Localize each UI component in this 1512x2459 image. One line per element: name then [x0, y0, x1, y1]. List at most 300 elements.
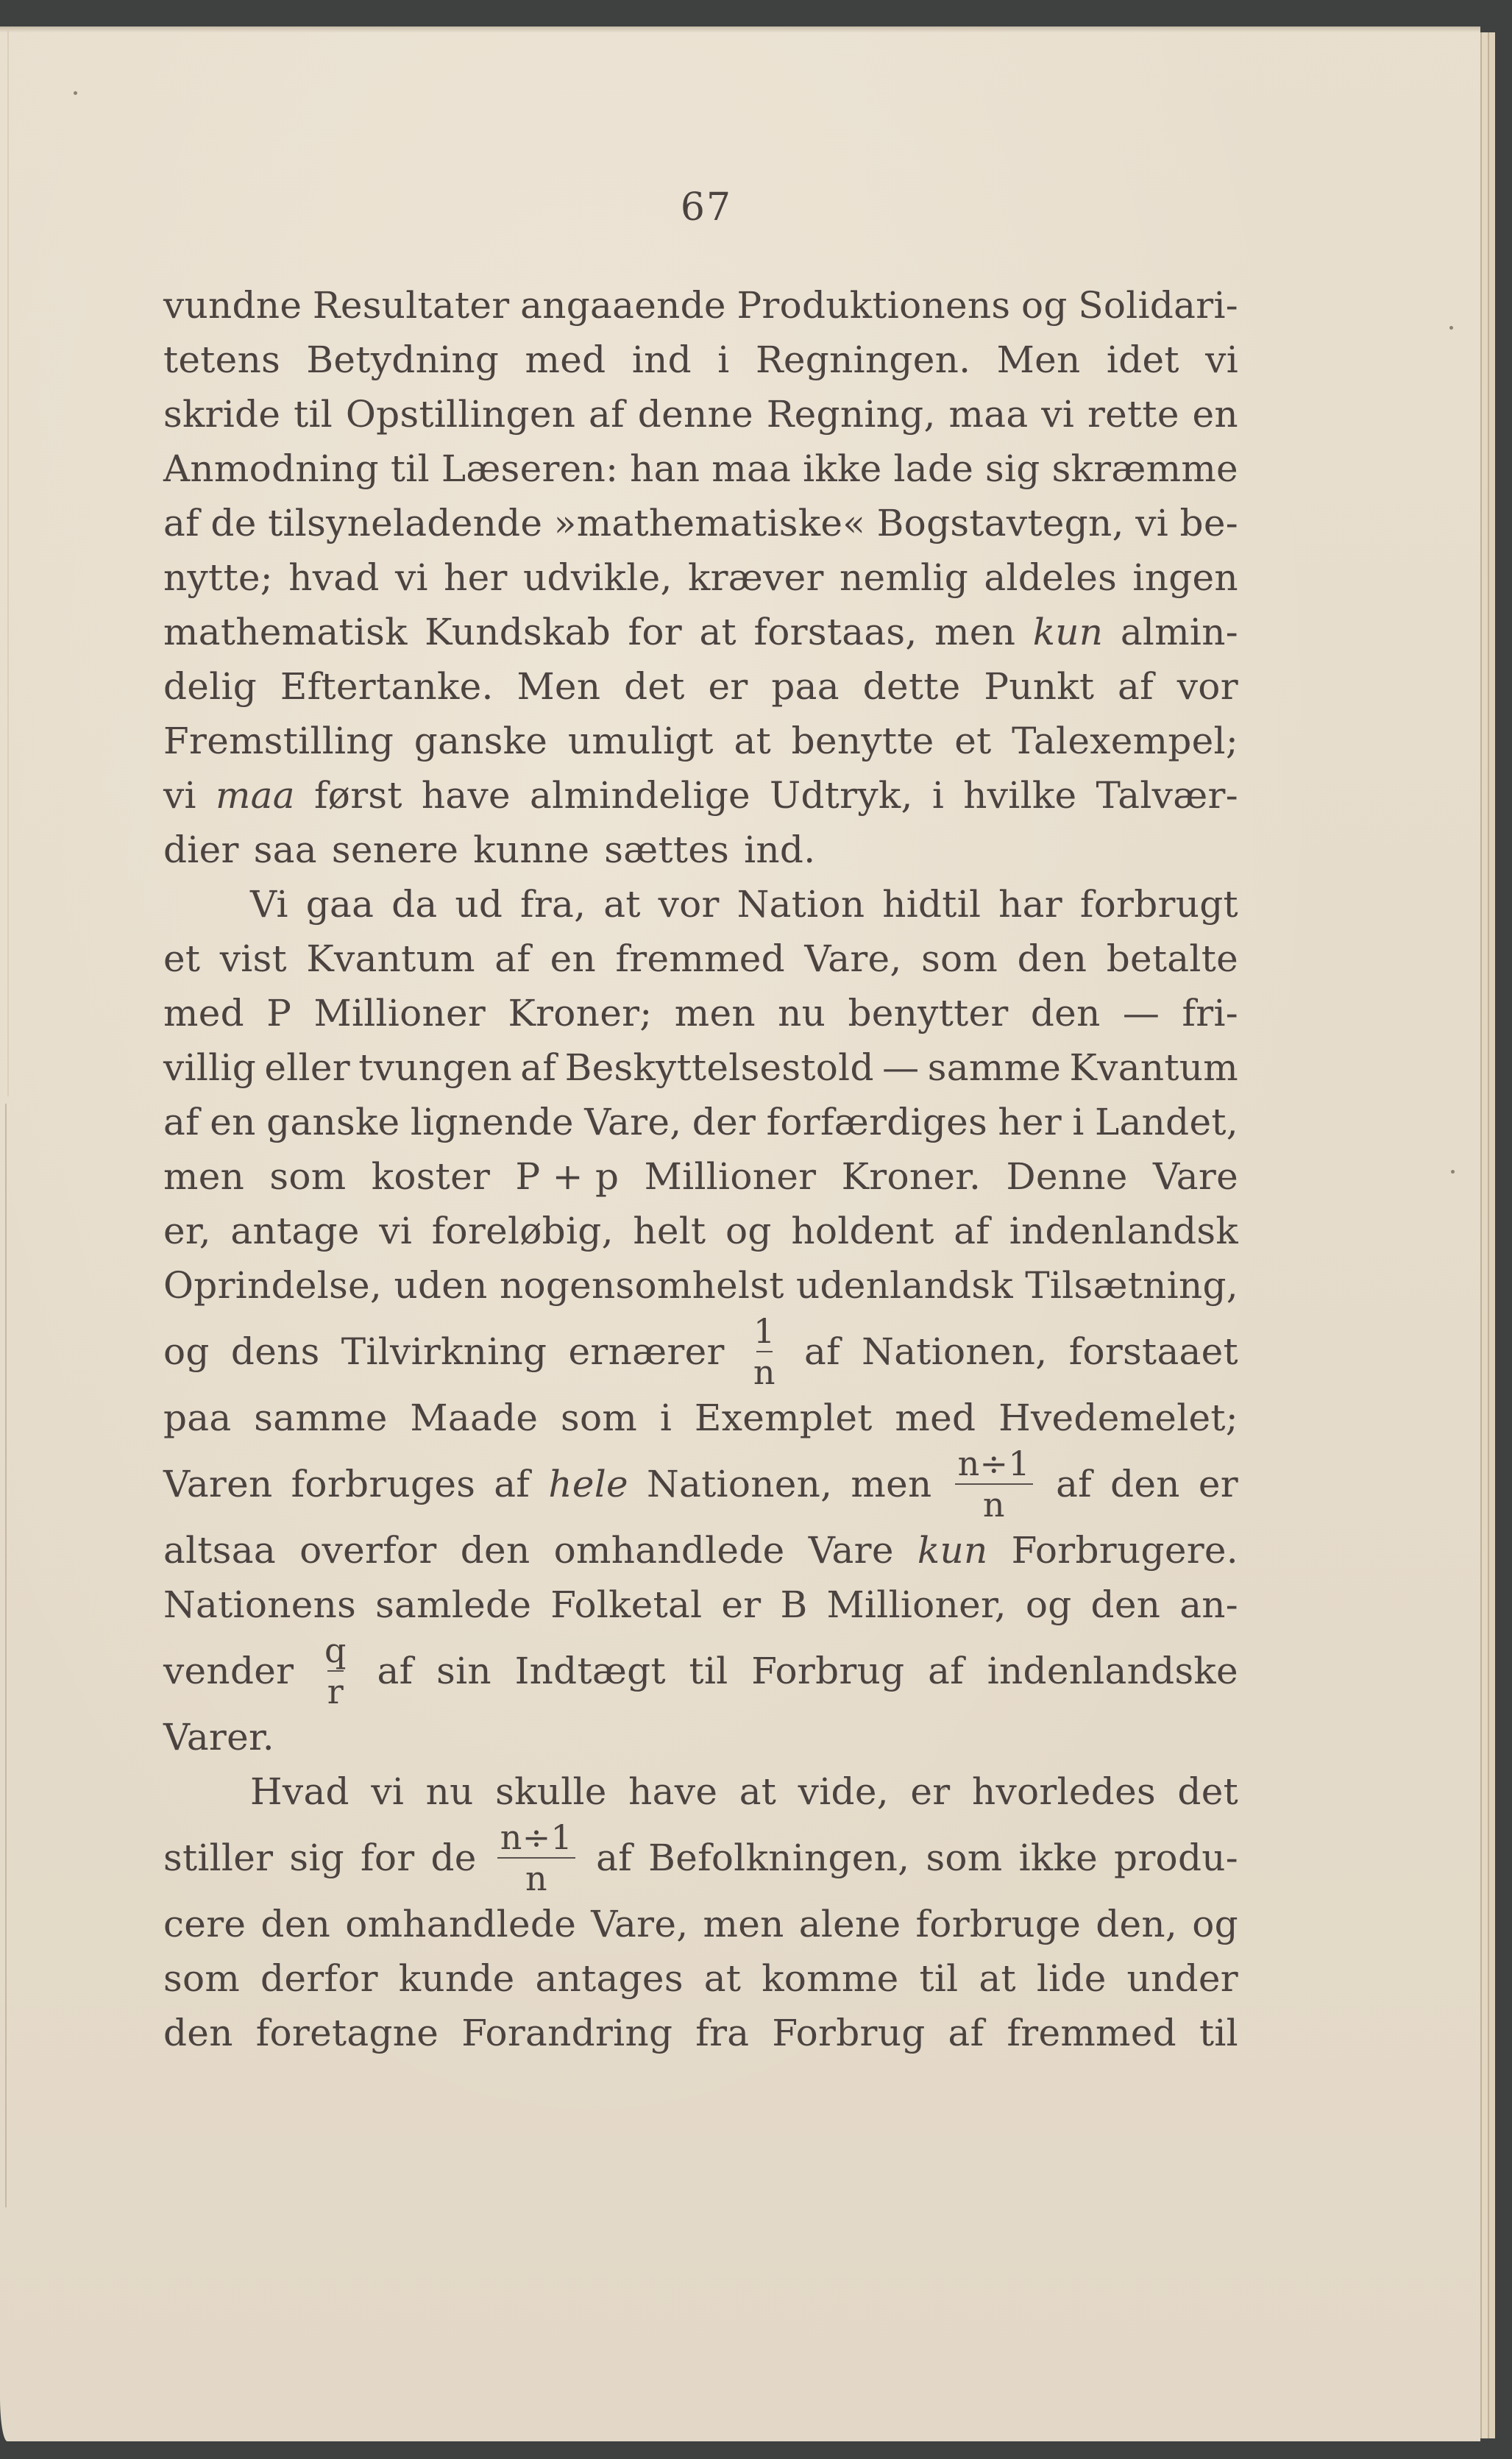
- word: vor: [658, 883, 720, 926]
- word: have: [628, 1770, 718, 1813]
- word: indenlandske: [987, 1650, 1238, 1692]
- word: ikke: [803, 447, 882, 490]
- word: kunde: [398, 1957, 515, 2000]
- fraction-numerator: 1: [753, 1311, 775, 1351]
- word: Tilvirkning: [341, 1330, 547, 1373]
- word: hele: [548, 1463, 628, 1505]
- text-line: [163, 1897, 1238, 1951]
- word: af: [1118, 665, 1154, 708]
- text-line: [163, 877, 1238, 932]
- word: rette: [1087, 393, 1179, 436]
- text-line: [163, 441, 1238, 496]
- word: lade: [893, 447, 974, 490]
- word: lignende: [410, 1101, 574, 1143]
- word: overfor: [299, 1529, 437, 1572]
- word: benytter: [848, 992, 1009, 1035]
- word: Vare: [1152, 1155, 1238, 1198]
- word: er: [708, 665, 748, 708]
- word: Kroner;: [508, 992, 653, 1035]
- word: som: [269, 1155, 347, 1198]
- word: af: [163, 502, 199, 544]
- word: er: [721, 1583, 762, 1626]
- word: hvorledes: [971, 1770, 1156, 1813]
- word: samlede: [375, 1583, 532, 1626]
- word: nu: [425, 1770, 474, 1813]
- word: Beskyttelsestold: [564, 1046, 874, 1089]
- fraction-denominator: n: [525, 1859, 547, 1898]
- word: vi: [163, 774, 196, 817]
- word: ernærer: [568, 1330, 725, 1373]
- word: Talexempel;: [1012, 720, 1238, 762]
- word: maa: [948, 393, 1029, 436]
- word: vide,: [798, 1770, 889, 1813]
- word: ind: [631, 338, 692, 381]
- word: derfor: [260, 1957, 378, 2000]
- word: benytte: [791, 720, 934, 762]
- fraction: [955, 1444, 1033, 1525]
- word: Nationen,: [862, 1330, 1048, 1373]
- word: et: [954, 720, 992, 762]
- word: at: [734, 720, 771, 762]
- word: er: [1198, 1463, 1238, 1505]
- word: den: [163, 2012, 233, 2054]
- word: P: [266, 992, 292, 1035]
- word: skulle: [495, 1770, 607, 1813]
- word: sin: [436, 1650, 491, 1692]
- word: Befolkningen,: [648, 1837, 910, 1879]
- word: Nationens: [163, 1583, 357, 1626]
- word: fremmed: [1007, 2012, 1176, 2054]
- word: samme: [927, 1046, 1062, 1089]
- word: men: [674, 992, 756, 1035]
- text-line: [163, 2006, 1238, 2060]
- text-line: [163, 1391, 1238, 1445]
- word: af: [494, 1463, 530, 1505]
- word: Men: [996, 338, 1081, 381]
- word: antage: [230, 1210, 360, 1252]
- word: Anmodning: [163, 447, 379, 490]
- text-line: [163, 1258, 1238, 1313]
- word: aldeles: [984, 556, 1118, 599]
- word: af: [948, 2012, 984, 2054]
- fraction-denominator: n: [753, 1352, 775, 1392]
- word: af: [589, 393, 625, 436]
- word: mathematisk: [163, 611, 408, 653]
- word: indenlandsk: [1009, 1210, 1238, 1252]
- word: vi: [371, 1770, 405, 1813]
- word: til: [689, 1650, 728, 1692]
- word: fra: [695, 2012, 750, 2054]
- word: forbrugt: [1079, 883, 1238, 926]
- word: Landet,: [1095, 1101, 1238, 1143]
- fraction: [750, 1311, 778, 1392]
- word: P + p: [515, 1155, 620, 1198]
- word: ganske: [266, 1101, 400, 1143]
- word: Denne: [1006, 1155, 1128, 1198]
- word: er: [910, 1770, 951, 1813]
- word: Folketal: [550, 1583, 703, 1626]
- word: paa: [771, 665, 840, 708]
- word: Forbrug: [772, 2012, 926, 2054]
- word: i: [659, 1397, 672, 1439]
- word: uden: [394, 1264, 488, 1307]
- word: omhandlede: [345, 1903, 577, 1945]
- word: be-: [1179, 502, 1238, 544]
- word: maa: [711, 447, 792, 490]
- text-line: [163, 1710, 1238, 1764]
- text-line: [163, 1040, 1238, 1095]
- word: vender: [163, 1650, 294, 1692]
- word: forfærdiges: [766, 1101, 988, 1143]
- word: vi: [1205, 338, 1238, 381]
- word: altsaa: [163, 1529, 276, 1572]
- word: fri-: [1182, 992, 1238, 1035]
- word: skræmme: [1051, 447, 1238, 490]
- word: Nation: [737, 883, 865, 926]
- word: koster: [371, 1155, 491, 1198]
- word: Opstillingen: [345, 393, 576, 436]
- word: Kroner.: [841, 1155, 982, 1198]
- word: vi: [1135, 502, 1169, 544]
- fraction-numerator: n÷1: [500, 1817, 573, 1857]
- word: af: [596, 1837, 633, 1879]
- word: hvad: [288, 556, 380, 599]
- word: kun: [1032, 611, 1104, 653]
- word: med: [895, 1397, 976, 1439]
- word: omhandlede: [553, 1529, 785, 1572]
- text-line: [163, 333, 1238, 387]
- word: Fremstilling: [163, 720, 394, 762]
- word: den: [260, 1903, 331, 1945]
- word: —: [1122, 992, 1160, 1035]
- word: af: [954, 1210, 990, 1252]
- text-line: [163, 1095, 1238, 1149]
- word: Vare: [808, 1529, 894, 1572]
- word: Men: [517, 665, 601, 708]
- text-line: [163, 387, 1238, 441]
- word: først: [314, 774, 402, 817]
- word: idet: [1106, 338, 1179, 381]
- word: Regning,: [766, 393, 936, 436]
- word: kun: [917, 1529, 988, 1572]
- word: Læseren:: [441, 447, 619, 490]
- word: stiller: [163, 1837, 274, 1879]
- word: udenlandsk: [795, 1264, 1013, 1307]
- word: kunne: [473, 828, 590, 871]
- fraction-denominator: r: [327, 1672, 344, 1711]
- word: Varen: [163, 1463, 273, 1505]
- word: og: [1025, 1583, 1072, 1626]
- word: hidtil: [882, 883, 982, 926]
- word: vi: [394, 556, 428, 599]
- word: Nationen,: [646, 1463, 833, 1505]
- body-text: [163, 278, 1238, 2060]
- fraction: [322, 1631, 349, 1711]
- word: med: [163, 992, 244, 1035]
- word: »mathematiske«: [553, 502, 866, 544]
- word: Forbrug: [751, 1650, 905, 1692]
- word: i: [931, 774, 945, 817]
- text-line: [163, 768, 1238, 823]
- word: som: [561, 1397, 638, 1439]
- text-line: [163, 496, 1238, 550]
- word: komme: [762, 1957, 899, 2000]
- text-line: [163, 1632, 1238, 1710]
- speck: [74, 91, 77, 95]
- word: senere: [331, 828, 459, 871]
- word: den: [1090, 1583, 1161, 1626]
- word: lide: [1036, 1957, 1107, 2000]
- word: Millioner: [644, 1155, 817, 1198]
- word: vi: [1041, 393, 1075, 436]
- word: men: [851, 1463, 932, 1505]
- speck: [1451, 1170, 1455, 1174]
- fraction-denominator: n: [982, 1485, 1005, 1525]
- word: en: [550, 937, 596, 980]
- word: vor: [1176, 665, 1238, 708]
- word: af: [163, 1101, 199, 1143]
- word: Vare,: [591, 1903, 689, 1945]
- text-line: [163, 659, 1238, 714]
- word: foreløbig,: [431, 1210, 614, 1252]
- text-line: [163, 1445, 1238, 1523]
- word: af: [520, 1046, 557, 1089]
- word: kræver: [687, 556, 824, 599]
- word: som: [926, 1837, 1003, 1879]
- word: af: [928, 1650, 965, 1692]
- page-top-edge: [0, 26, 1480, 32]
- word: at: [699, 611, 737, 653]
- word: som: [921, 937, 998, 980]
- word: under: [1126, 1957, 1238, 2000]
- word: at: [703, 1957, 742, 2000]
- word: Produktionens: [737, 284, 1011, 327]
- word: vist: [219, 937, 287, 980]
- word: dette: [862, 665, 961, 708]
- word: til: [1199, 2012, 1238, 2054]
- word: Indtægt: [514, 1650, 666, 1692]
- word: ingen: [1132, 556, 1238, 599]
- word: til: [294, 393, 333, 436]
- word: have: [421, 774, 511, 817]
- word: samme: [254, 1397, 388, 1439]
- fraction: [497, 1817, 575, 1898]
- word: tilsyneladende: [268, 502, 543, 544]
- word: villig: [163, 1046, 257, 1089]
- word: Tilsætning,: [1025, 1264, 1238, 1307]
- word: Punkt: [984, 665, 1095, 708]
- word: og: [163, 1330, 210, 1373]
- word: fra,: [520, 883, 586, 926]
- word: til: [390, 447, 430, 490]
- text-line: [163, 605, 1238, 659]
- word: og: [725, 1210, 772, 1252]
- word: forstaaet: [1068, 1330, 1238, 1373]
- word: der: [692, 1101, 756, 1143]
- word: i: [1072, 1101, 1085, 1143]
- word: af: [1056, 1463, 1092, 1505]
- word: de: [210, 502, 257, 544]
- word: nu: [778, 992, 826, 1035]
- text-line: [163, 714, 1238, 768]
- word: Regningen.: [755, 338, 971, 381]
- word: Millioner,: [826, 1583, 1007, 1626]
- word: at: [979, 1957, 1016, 2000]
- text-line: [163, 1819, 1238, 1897]
- word: Kvantum: [1069, 1046, 1238, 1089]
- word: og: [1192, 1903, 1238, 1945]
- word: det: [624, 665, 685, 708]
- text-line: [163, 1951, 1238, 2006]
- word: betalte: [1106, 937, 1238, 980]
- word: men: [703, 1903, 784, 1945]
- word: Eftertanke.: [280, 665, 494, 708]
- word: sig: [289, 1837, 344, 1879]
- word: ind.: [744, 828, 816, 871]
- word: almin-: [1120, 611, 1238, 653]
- word: an-: [1179, 1583, 1238, 1626]
- word: af: [494, 937, 531, 980]
- word: sig: [985, 447, 1040, 490]
- word: den: [460, 1529, 530, 1572]
- word: af: [804, 1330, 840, 1373]
- word: Oprindelse,: [163, 1264, 383, 1307]
- word: nogensomhelst: [499, 1264, 784, 1307]
- word: —: [882, 1046, 920, 1089]
- page-fold-line-lower: [5, 1104, 7, 2207]
- word: Betydning: [306, 338, 500, 381]
- word: B: [780, 1583, 808, 1626]
- word: Vare,: [584, 1101, 682, 1143]
- word: her: [444, 556, 508, 599]
- word: her: [998, 1101, 1062, 1143]
- word: almindelige: [530, 774, 750, 817]
- word: Kvantum: [306, 937, 475, 980]
- word: gaa: [305, 883, 375, 926]
- word: Hvedemelet;: [998, 1397, 1238, 1439]
- word: Vare,: [804, 937, 902, 980]
- word: den,: [1096, 1903, 1178, 1945]
- word: og: [1021, 284, 1068, 327]
- word: Forandring: [461, 2012, 673, 2054]
- word: alene: [798, 1903, 901, 1945]
- word: at: [603, 883, 641, 926]
- word: dier: [163, 828, 239, 871]
- word: af: [377, 1650, 414, 1692]
- word: ud: [455, 883, 503, 926]
- fraction-numerator: q: [324, 1631, 347, 1670]
- word: holdent: [791, 1210, 934, 1252]
- word: da: [391, 883, 438, 926]
- word: saa: [253, 828, 317, 871]
- text-line: [163, 1204, 1238, 1258]
- word: Varer.: [163, 1716, 274, 1759]
- word: foretagne: [255, 2012, 439, 2054]
- word: angaaende: [520, 284, 726, 327]
- word: forstaas,: [753, 611, 918, 653]
- word: helt: [633, 1210, 706, 1252]
- text-line: [163, 932, 1238, 986]
- word: det: [1177, 1770, 1238, 1813]
- word: umuligt: [567, 720, 714, 762]
- word: sættes: [604, 828, 730, 871]
- text-line: [163, 1149, 1238, 1204]
- word: en: [1192, 393, 1238, 436]
- word: eller: [264, 1046, 350, 1089]
- word: nytte;: [163, 556, 273, 599]
- word: nemlig: [840, 556, 969, 599]
- text-line: [163, 550, 1238, 605]
- word: denne: [637, 393, 753, 436]
- word: forbruge: [915, 1903, 1082, 1945]
- word: dens: [230, 1330, 320, 1373]
- word: Talvær-: [1096, 774, 1238, 817]
- word: Exemplet: [694, 1397, 873, 1439]
- word: antages: [535, 1957, 684, 2000]
- speck: [1449, 326, 1453, 330]
- word: ganske: [414, 720, 548, 762]
- word: hvilke: [963, 774, 1077, 817]
- word: ikke: [1018, 1837, 1098, 1879]
- word: Maade: [410, 1397, 539, 1439]
- word: Bogstavtegn,: [876, 502, 1124, 544]
- word: vi: [379, 1210, 413, 1252]
- word: til: [919, 1957, 959, 2000]
- text-line: [163, 823, 1238, 877]
- word: tetens: [163, 338, 281, 381]
- word: for: [361, 1837, 415, 1879]
- word: paa: [163, 1397, 232, 1439]
- word: Forbrugere.: [1011, 1529, 1238, 1572]
- word: den: [1017, 937, 1087, 980]
- page-edge-stack-outer: [1488, 32, 1495, 2438]
- word: produ-: [1114, 1837, 1238, 1879]
- word: med: [525, 338, 606, 381]
- fraction-numerator: n÷1: [957, 1444, 1030, 1483]
- word: udvikle,: [523, 556, 672, 599]
- word: men: [163, 1155, 245, 1198]
- text-line: [163, 1578, 1238, 1632]
- text-line: [163, 1764, 1238, 1819]
- word: Kundskab: [425, 611, 611, 653]
- word: en: [210, 1101, 256, 1143]
- word: er,: [163, 1210, 211, 1252]
- word: men: [934, 611, 1016, 653]
- word: de: [430, 1837, 477, 1879]
- word: har: [998, 883, 1062, 926]
- word: Solidari-: [1078, 284, 1238, 327]
- word: Resultater: [312, 284, 510, 327]
- word: for: [628, 611, 682, 653]
- text-line: [163, 1523, 1238, 1578]
- word: maa: [215, 774, 295, 817]
- word: forbruges: [291, 1463, 476, 1505]
- text-line: [163, 278, 1238, 333]
- text-line: [163, 1313, 1238, 1391]
- word: et: [163, 937, 201, 980]
- text-line: [163, 986, 1238, 1040]
- word: som: [163, 1957, 241, 2000]
- word: skride: [163, 393, 281, 436]
- word: Vi: [250, 883, 288, 926]
- page-number: 67: [680, 185, 733, 230]
- word: i: [717, 338, 730, 381]
- word: Hvad: [250, 1770, 349, 1813]
- word: vundne: [163, 284, 302, 327]
- word: fremmed: [615, 937, 785, 980]
- word: Udtryk,: [770, 774, 913, 817]
- word: han: [630, 447, 700, 490]
